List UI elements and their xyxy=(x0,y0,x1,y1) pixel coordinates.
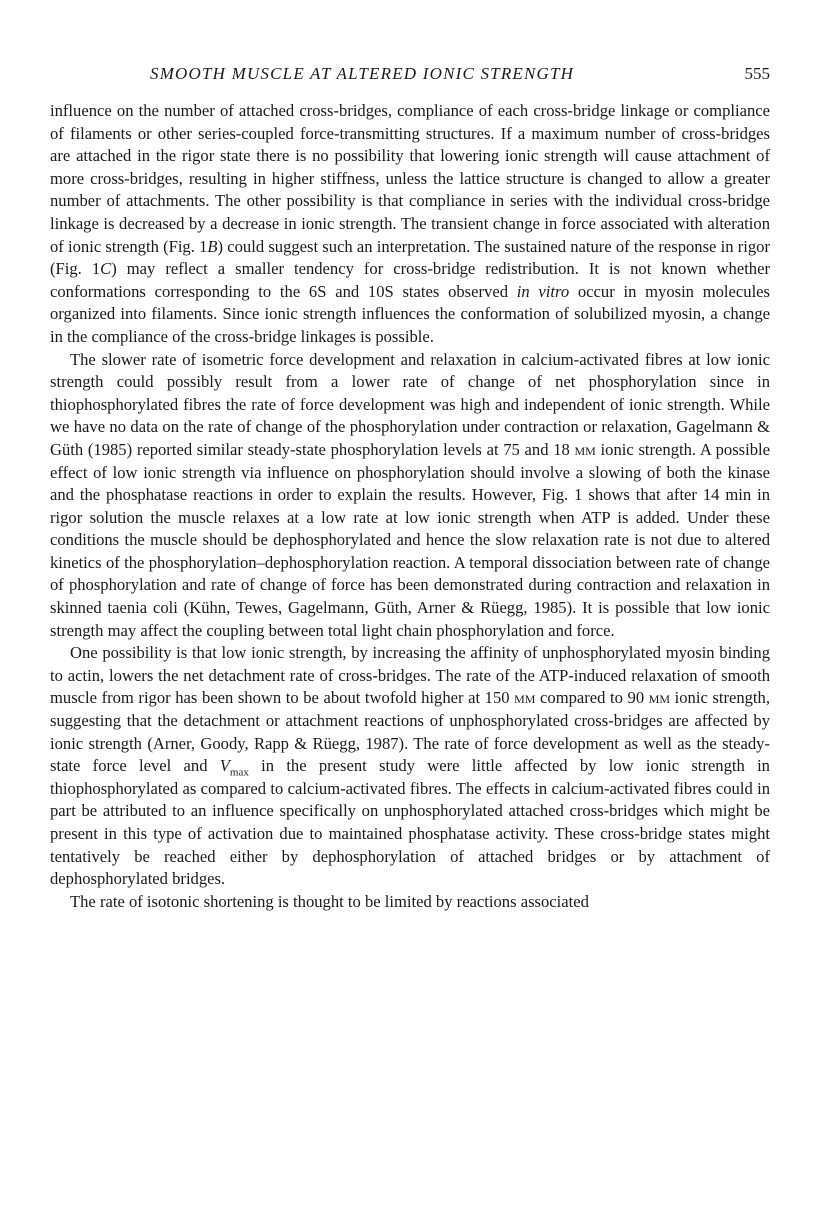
running-title: SMOOTH MUSCLE AT ALTERED IONIC STRENGTH xyxy=(150,64,575,83)
text-segment: in vitro xyxy=(516,281,570,301)
text-segment: The rate of isotonic shortening is thought to be limited by reactions associated xyxy=(70,891,589,911)
text-segment: C xyxy=(100,259,112,279)
text-segment: mm xyxy=(648,688,671,708)
text-segment: mm xyxy=(514,688,536,708)
text-segment: V xyxy=(219,756,230,776)
text-segment: compared to 90 xyxy=(535,688,649,708)
running-head xyxy=(50,64,770,90)
page xyxy=(50,64,770,913)
paragraph-isotonic-shortening xyxy=(50,891,770,914)
page-number: 555 xyxy=(744,64,770,83)
text-segment: ) may reflect a smaller tendency for cross-bridge redistribution. It is not known whether conformations corresponding to the 6S and 10S states observed xyxy=(50,259,770,301)
body-text xyxy=(50,100,770,913)
text-segment: max xyxy=(229,766,249,779)
text-segment: B xyxy=(207,236,218,256)
paragraph-detachment-rate xyxy=(50,642,770,891)
text-segment: ionic strength, suggesting that the detachment or attachment reactions of unphosphorylated cross-bridges are affected by ionic strength (Arner, Goody, Rapp & Rüegg, 1987). The rate of force development as well as the steady-state force level and xyxy=(50,688,770,776)
text-segment: ) could suggest such an interpretation. The sustained nature of the response in rigor (Fig. 1 xyxy=(50,236,770,279)
text-segment: occur in myosin molecules organized into filaments. Since ionic strength influences the conformation of solubilized myosin, a change in the compliance of the cross-bridge linkages is possible. xyxy=(50,281,770,346)
text-segment: influence on the number of attached cross-bridges, compliance of each cross-bridge linkage or compliance of filaments or other series-coupled force-transmitting structures. If a maximum number of cross-bridges are attached in the rigor state there is no possibility that lowering ionic strength will cause attachment of more cross-bridges, resulting in higher stiffness, unless the lattice structure is changed to allow a greater number of attachments. The other possibility is that compliance in series with the individual cross-bridge linkage is decreased by a decrease in ionic strength. The transient change in force associated with alteration of ionic strength (Fig. 1 xyxy=(50,101,770,256)
paragraph-phosphorylation xyxy=(50,349,770,643)
text-segment: mm xyxy=(574,439,596,459)
text-segment: in the present study were little affected by low ionic strength in thiophosphorylated as compared to calcium-activated fibres. The effects in calcium-activated fibres could in part be attributed to an influence specifically on unphosphorylated attached cross-bridges which might be present in this type of activation due to maintained phosphatase activity. These cross-bridge states might tentatively be reached either by dephosphorylation of attached bridges or by attachment of dephosphorylated bridges. xyxy=(50,756,770,889)
text-segment: One possibility is that low ionic strength, by increasing the affinity of unphosphorylated myosin binding to actin, lowers the net detachment rate of cross-bridges. The rate of the ATP-induced relaxation of smooth muscle from rigor has been shown to be about twofold higher at 150 xyxy=(50,643,770,708)
text-segment: The slower rate of isometric force development and relaxation in calcium-activated fibres at low ionic strength could possibly result from a lower rate of change of net phosphorylation since in thiophosphorylated fibres the rate of force development was high and independent of ionic strength. While we have no data on the rate of change of the phosphorylation under contraction or relaxation, Gagelmann & Güth (1985) reported similar steady-state phosphorylation levels at 75 and 18 xyxy=(50,349,770,459)
paragraph-continued xyxy=(50,100,770,349)
text-segment: ionic strength. A possible effect of low ionic strength via influence on phosphorylation should involve a slowing of both the kinase and the phosphatase reactions in order to explain the results. However, Fig. 1 shows that after 14 min in rigor solution the muscle relaxes at a low rate at low ionic strength when ATP is added. Under these conditions the muscle should be dephosphorylated and hence the slow relaxation rate is not due to altered kinetics of the phosphorylation–dephosphorylation reaction. A temporal dissociation between rate of change of phosphorylation and rate of change of force has been demonstrated during contraction and relaxation in skinned taenia coli (Kühn, Tewes, Gagelmann, Güth, Arner & Rüegg, 1985). It is possible that low ionic strength may affect the coupling between total light chain phosphorylation and force. xyxy=(50,439,770,640)
